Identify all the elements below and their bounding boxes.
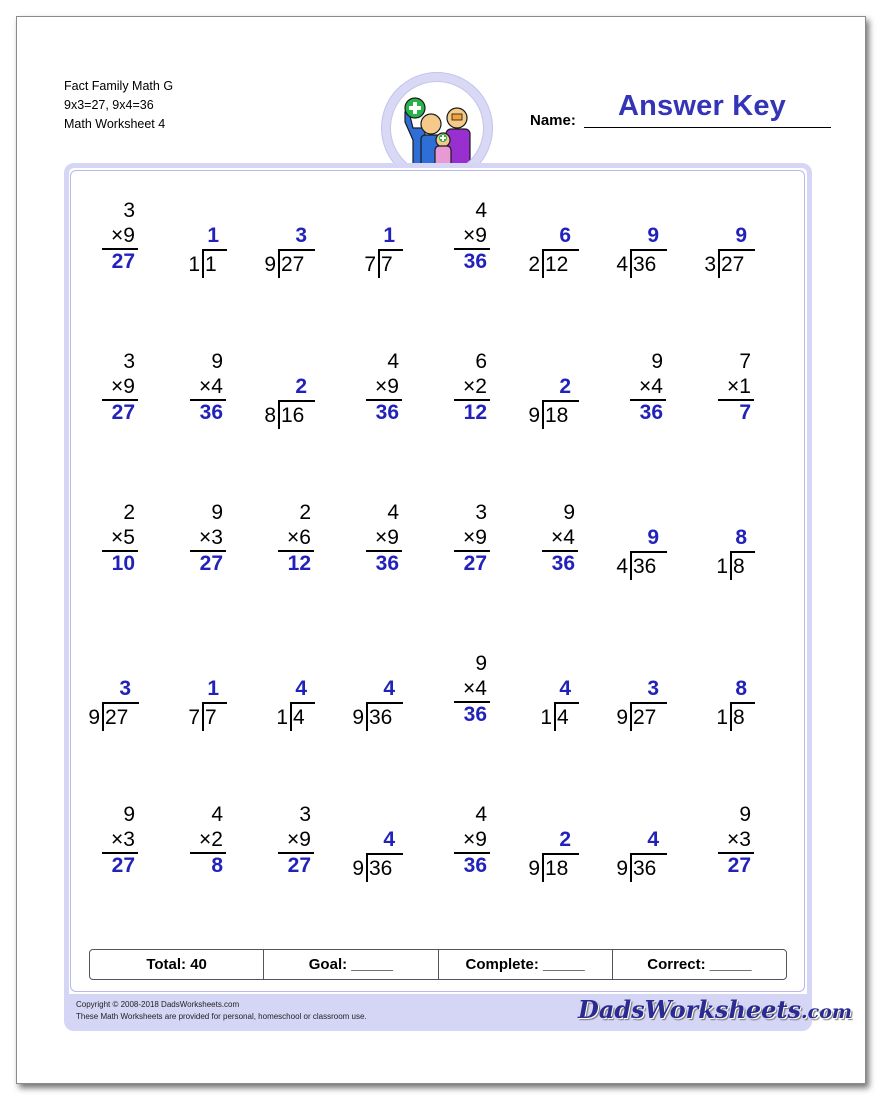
product-answer: 27 [111,854,135,877]
division-bar [278,400,315,402]
quotient-answer: 9 [735,224,747,247]
product-answer: 36 [551,552,575,575]
division-bar [366,853,403,855]
multiplicand: 9 [739,803,751,826]
multiplication-problem [359,501,399,577]
score-complete[interactable]: Complete: _____ [439,950,613,979]
division-bracket [730,703,732,731]
quotient-answer: 4 [559,677,571,700]
multiplication-problem [447,199,487,275]
quotient-answer: 4 [383,828,395,851]
multiplier: ×4 [199,375,223,398]
product-answer: 27 [727,854,751,877]
multiplier: ×4 [551,526,575,549]
division-bracket [630,552,632,580]
multiplication-problem [535,501,575,577]
product-answer: 12 [287,552,311,575]
product-answer: 8 [211,854,223,877]
dadsworksheets-logo[interactable] [578,995,852,1024]
quotient-answer: 4 [295,677,307,700]
multiplicand: 4 [211,803,223,826]
multiplication-problem [271,803,311,879]
division-bracket [542,250,544,278]
multiplier: ×9 [463,224,487,247]
division-bar [278,249,315,251]
divisor: 1 [540,706,552,729]
multiplication-problem [183,501,223,577]
problems-frame-inner [70,170,805,992]
multiplier: ×4 [463,677,487,700]
multiplicand: 7 [739,350,751,373]
divisor: 9 [528,404,540,427]
quotient-answer: 3 [295,224,307,247]
product-answer: 36 [463,703,487,726]
quotient-answer: 2 [559,828,571,851]
multiplicand: 6 [475,350,487,373]
divisor: 2 [528,253,540,276]
division-bracket [102,703,104,731]
multiplicand: 4 [475,199,487,222]
dividend: 1 [205,253,217,276]
dividend: 7 [381,253,393,276]
dividend: 36 [633,253,657,276]
multiplicand: 9 [651,350,663,373]
multiplicand: 3 [475,501,487,524]
worksheet-info [64,77,173,134]
divisor: 9 [616,706,628,729]
usage-notice: These Math Worksheets are provided for personal, homeschool or classroom use. [76,1012,367,1021]
product-answer: 27 [463,552,487,575]
dividend: 18 [545,404,569,427]
quotient-answer: 3 [119,677,131,700]
multiplier: ×3 [199,526,223,549]
brand-name: DadsWorksheets [578,995,802,1024]
product-answer: 7 [739,401,751,424]
division-bar [554,702,579,704]
multiplicand: 2 [299,501,311,524]
product-answer: 27 [199,552,223,575]
division-bracket [730,552,732,580]
multiplier: ×6 [287,526,311,549]
multiplication-problem [447,350,487,426]
multiplicand: 9 [563,501,575,524]
answer-key-title: Answer Key [617,90,786,122]
multiplicand: 3 [123,199,135,222]
multiplication-problem [271,501,311,577]
product-answer: 36 [463,250,487,273]
division-bar [630,551,667,553]
multiplication-problem [623,350,663,426]
quotient-answer: 9 [647,224,659,247]
multiplier: ×9 [463,526,487,549]
score-correct[interactable]: Correct: _____ [647,956,752,973]
dividend: 18 [545,857,569,880]
divisor: 1 [716,706,728,729]
division-bracket [202,703,204,731]
division-bar [730,702,755,704]
score-total: Total: 40 [90,950,264,979]
division-bracket [542,401,544,429]
quotient-answer: 4 [383,677,395,700]
division-bar [630,853,667,855]
product-answer: 36 [639,401,663,424]
multiplicand: 2 [123,501,135,524]
dividend: 16 [281,404,305,427]
division-bracket [290,703,292,731]
score-bar [89,949,787,980]
division-bar [630,702,667,704]
quotient-answer: 1 [383,224,395,247]
divisor: 9 [528,857,540,880]
dividend: 27 [105,706,129,729]
divisor: 9 [352,706,364,729]
dividend: 7 [205,706,217,729]
divisor: 9 [352,857,364,880]
division-bar [202,249,227,251]
division-bar [542,400,579,402]
quotient-answer: 2 [295,375,307,398]
dividend: 8 [733,706,745,729]
multiplier: ×9 [463,828,487,851]
divisor: 8 [264,404,276,427]
division-bracket [366,854,368,882]
multiplicand: 9 [211,501,223,524]
divisor: 9 [88,706,100,729]
worksheet-title: Fact Family Math G [64,79,174,93]
quotient-answer: 9 [647,526,659,549]
dividend: 27 [281,253,305,276]
worksheet-number: Math Worksheet 4 [64,117,166,131]
division-bracket [278,250,280,278]
dividend: 8 [733,555,745,578]
division-bar [102,702,139,704]
copyright-block [76,999,367,1023]
divisor: 4 [616,253,628,276]
multiplication-problem [95,501,135,577]
multiplier: ×2 [463,375,487,398]
division-bar [290,702,315,704]
multiplication-problem [447,652,487,728]
division-bar [718,249,755,251]
copyright-text: Copyright © 2008-2018 DadsWorksheets.com [76,1000,240,1009]
division-bar [630,249,667,251]
multiplier: ×9 [287,828,311,851]
dividend: 4 [293,706,305,729]
division-bracket [378,250,380,278]
quotient-answer: 3 [647,677,659,700]
multiplication-problem [447,803,487,879]
quotient-answer: 1 [207,224,219,247]
division-bracket [718,250,720,278]
multiplier: ×9 [111,375,135,398]
division-bar [542,249,579,251]
product-answer: 36 [199,401,223,424]
product-answer: 27 [111,250,135,273]
worksheet-facts: 9x3=27, 9x4=36 [64,98,154,112]
family-icon [391,82,484,175]
multiplicand: 4 [475,803,487,826]
multiplier: ×9 [375,526,399,549]
division-bracket [278,401,280,429]
product-answer: 36 [375,552,399,575]
multiplier: ×1 [727,375,751,398]
division-bracket [630,250,632,278]
product-answer: 36 [375,401,399,424]
score-goal[interactable]: Goal: _____ [264,950,438,979]
division-bracket [630,854,632,882]
brand-suffix: .com [801,1001,852,1023]
multiplier: ×3 [727,828,751,851]
multiplier: ×9 [111,224,135,247]
multiplicand: 4 [387,501,399,524]
division-bar [202,702,227,704]
divisor: 7 [188,706,200,729]
division-bracket [554,703,556,731]
divisor: 4 [616,555,628,578]
product-answer: 10 [111,552,135,575]
division-bar [542,853,579,855]
multiplier: ×4 [639,375,663,398]
division-bracket [542,854,544,882]
multiplication-problem [183,803,223,879]
multiplier: ×9 [375,375,399,398]
multiplicand: 9 [475,652,487,675]
dividend: 36 [633,555,657,578]
multiplication-problem [95,350,135,426]
dividend: 27 [633,706,657,729]
multiplication-problem [95,199,135,275]
multiplication-problem [711,803,751,879]
dividend: 36 [633,857,657,880]
multiplicand: 9 [123,803,135,826]
multiplicand: 9 [211,350,223,373]
quotient-answer: 4 [647,828,659,851]
multiplication-problem [711,350,751,426]
multiplication-problem [447,501,487,577]
divisor: 1 [276,706,288,729]
dividend: 36 [369,857,393,880]
multiplier: ×2 [199,828,223,851]
divisor: 1 [716,555,728,578]
multiplication-problem [359,350,399,426]
quotient-answer: 6 [559,224,571,247]
multiplicand: 3 [123,350,135,373]
quotient-answer: 8 [735,526,747,549]
product-answer: 27 [287,854,311,877]
quotient-answer: 1 [207,677,219,700]
dividend: 12 [545,253,569,276]
divisor: 1 [188,253,200,276]
division-bracket [630,703,632,731]
division-bar [730,551,755,553]
multiplication-problem [95,803,135,879]
divisor: 9 [264,253,276,276]
divisor: 3 [704,253,716,276]
product-answer: 12 [463,401,487,424]
divisor: 7 [364,253,376,276]
name-label: Name: [530,112,576,129]
product-answer: 36 [463,854,487,877]
divisor: 9 [616,857,628,880]
division-bar [366,702,403,704]
multiplicand: 4 [387,350,399,373]
multiplier: ×5 [111,526,135,549]
name-field[interactable] [584,127,831,128]
quotient-answer: 8 [735,677,747,700]
dividend: 4 [557,706,569,729]
dividend: 27 [721,253,745,276]
multiplier: ×3 [111,828,135,851]
division-bracket [202,250,204,278]
dividend: 36 [369,706,393,729]
multiplicand: 3 [299,803,311,826]
product-answer: 27 [111,401,135,424]
quotient-answer: 2 [559,375,571,398]
division-bracket [366,703,368,731]
division-bar [378,249,403,251]
multiplication-problem [183,350,223,426]
